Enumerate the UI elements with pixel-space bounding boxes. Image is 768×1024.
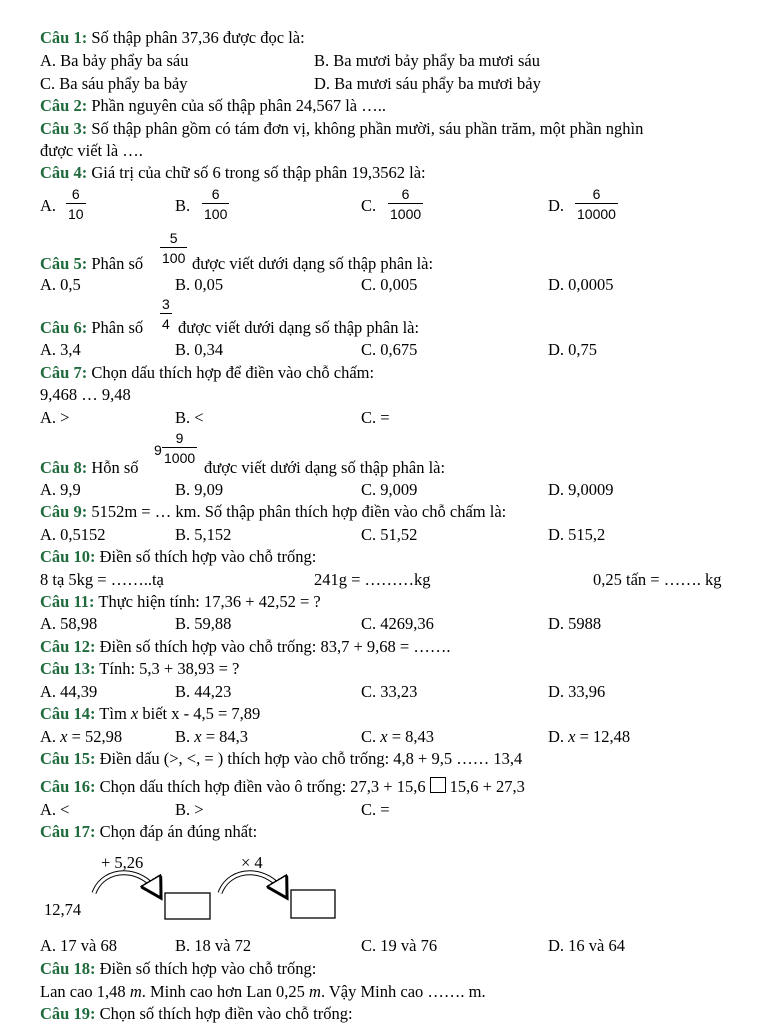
question-text: Số thập phân 37,36 được đọc là: — [87, 28, 305, 47]
option-d: D. 9,0009 — [548, 480, 614, 499]
option-c: C. 9,009 — [361, 480, 418, 499]
option-d: D. Ba mươi sáu phẩy ba mươi bảy — [314, 74, 541, 93]
question-text: Chọn đáp án đúng nhất: — [95, 822, 258, 841]
fraction-bar — [160, 247, 187, 248]
question-text: Số thập phân gồm có tám đơn vị, không phần mười, sáu phần trăm, một phần nghìn — [87, 119, 644, 138]
fill-item-1: 8 tạ 5kg = ……..tạ — [40, 570, 164, 589]
option-b: B. 44,23 — [175, 682, 232, 701]
operation-2-label: × 4 — [241, 853, 263, 872]
option-value: = 8,43 — [387, 727, 435, 746]
answer-box — [165, 893, 210, 919]
question-label: Câu 5: — [40, 254, 88, 273]
arrow-icon — [220, 873, 284, 893]
option-a: A. 44,39 — [40, 682, 98, 701]
fraction-bar — [575, 203, 618, 204]
question-text: Chọn dấu thích hợp để điền vào chỗ chấm: — [87, 363, 375, 382]
option-a: A. 58,98 — [40, 614, 98, 633]
option-a: A. 9,9 — [40, 480, 81, 499]
option-b — [175, 727, 248, 747]
fraction-bar — [388, 203, 423, 204]
question-label: Câu 15: — [40, 749, 96, 768]
option-d: D. 5988 — [548, 614, 602, 633]
question-text-pre: Tìm — [95, 704, 131, 723]
question-text: biết x - 4,5 = 7,89 — [138, 704, 261, 723]
question-text: Giá trị của chữ số 6 trong số thập phân 19,3562 là: — [87, 163, 426, 182]
arrow-icon-inner — [94, 873, 158, 893]
question-label: Câu 16: — [40, 777, 96, 796]
fraction-bar — [66, 203, 86, 204]
variable: x — [194, 727, 202, 746]
question-12 — [40, 637, 450, 657]
fraction-bar — [160, 313, 172, 314]
numerator: 5 — [169, 230, 178, 246]
question-text: Thực hiện tính: 17,36 + 42,52 = ? — [94, 592, 321, 611]
question-6-fraction — [160, 296, 172, 332]
question-label: Câu 19: — [40, 1004, 96, 1023]
fraction-bar — [162, 447, 197, 448]
question-text-after: 15,6 + 27,3 — [449, 777, 525, 796]
question-label: Câu 14: — [40, 704, 96, 723]
question-9 — [40, 502, 506, 522]
question-5-fraction — [160, 230, 187, 266]
start-value: 12,74 — [44, 900, 82, 919]
question-text: được viết dưới dạng số thập phân là: — [204, 458, 446, 477]
denominator: 100 — [204, 206, 228, 222]
question-8-fraction — [162, 430, 197, 466]
option-b: B. 9,09 — [175, 480, 224, 499]
option-letter: C. — [361, 727, 381, 746]
statement-part: . Minh cao hơn Lan 0,25 — [141, 982, 310, 1001]
option-a: A. < — [40, 800, 70, 819]
question-label: Câu 13: — [40, 659, 96, 678]
question-label: Câu 1: — [40, 28, 88, 47]
option-b: B. 0,34 — [175, 340, 224, 359]
question-16 — [40, 777, 525, 797]
option-c: C. = — [361, 800, 390, 819]
option-letter: B. — [175, 727, 195, 746]
question-label: Câu 17: — [40, 822, 96, 841]
question-15 — [40, 749, 522, 769]
denominator: 1000 — [164, 450, 196, 466]
statement-part: Lan cao 1,48 — [40, 982, 130, 1001]
option-a: A. 0,5 — [40, 275, 81, 294]
operation-1-label: + 5,26 — [101, 853, 144, 872]
question-text: Chọn dấu thích hợp điền vào ô trống: 27,3 + 15,6 — [95, 777, 426, 796]
option-a — [40, 727, 122, 747]
question-label: Câu 10: — [40, 547, 96, 566]
question-8 — [40, 458, 139, 478]
question-text: Chọn số thích hợp điền vào chỗ trống: — [95, 1004, 353, 1023]
option-b-fraction — [202, 186, 229, 222]
question-text-pre: Phân số — [87, 318, 144, 337]
question-label: Câu 12: — [40, 637, 96, 656]
arrow-icon-inner — [220, 873, 284, 893]
question-text: Điền số thích hợp vào chỗ trống: — [95, 959, 317, 978]
question-13 — [40, 659, 239, 679]
option-a-letter: A. — [40, 196, 57, 215]
option-value: = 12,48 — [575, 727, 631, 746]
question-label: Câu 8: — [40, 458, 88, 477]
statement-part: . Vậy Minh cao ……. m. — [320, 982, 486, 1001]
option-a: A. > — [40, 408, 70, 427]
denominator: 10 — [68, 206, 84, 222]
option-b: B. 0,05 — [175, 275, 224, 294]
denominator: 10000 — [577, 206, 616, 222]
option-value: = 84,3 — [201, 727, 249, 746]
question-text-pre: Hỗn số — [87, 458, 139, 477]
question-3 — [40, 119, 643, 139]
option-b: B. 18 và 72 — [175, 936, 252, 955]
unit: m — [309, 982, 321, 1001]
variable: x — [130, 704, 139, 723]
question-label: Câu 9: — [40, 502, 88, 521]
arrow-icon — [94, 873, 158, 893]
question-11 — [40, 592, 321, 612]
option-a-fraction — [66, 186, 86, 222]
answer-box — [430, 777, 446, 793]
option-c: C. = — [361, 408, 390, 427]
option-a: A. Ba bảy phẩy ba sáu — [40, 51, 189, 70]
question-label: Câu 6: — [40, 318, 88, 337]
question-17 — [40, 822, 257, 842]
option-letter: A. — [40, 727, 61, 746]
question-19 — [40, 1004, 353, 1024]
question-18-statement — [40, 982, 486, 1002]
option-c-fraction — [388, 186, 423, 222]
question-7 — [40, 363, 374, 383]
question-1 — [40, 28, 305, 48]
option-d — [548, 727, 630, 747]
question-6 — [40, 318, 143, 338]
numerator: 6 — [71, 186, 80, 202]
option-a: A. 0,5152 — [40, 525, 106, 544]
question-label: Câu 11: — [40, 592, 95, 611]
question-label: Câu 3: — [40, 119, 88, 138]
option-c: C. 0,005 — [361, 275, 418, 294]
option-c-letter: C. — [361, 196, 377, 215]
option-b: B. 5,152 — [175, 525, 232, 544]
option-c: C. 51,52 — [361, 525, 418, 544]
option-b: B. 59,88 — [175, 614, 232, 633]
question-14 — [40, 704, 260, 724]
option-c: C. 19 và 76 — [361, 936, 438, 955]
denominator: 4 — [162, 316, 170, 332]
fill-item-3: 0,25 tấn = ……. kg — [593, 570, 722, 589]
variable: x — [380, 727, 388, 746]
option-b: B. Ba mươi bảy phẩy ba mươi sáu — [314, 51, 540, 70]
option-value: = 52,98 — [67, 727, 123, 746]
variable: x — [568, 727, 576, 746]
question-10 — [40, 547, 316, 567]
question-text-pre: Phân số — [87, 254, 144, 273]
unit: m — [129, 982, 142, 1001]
option-d: D. 515,2 — [548, 525, 606, 544]
question-label: Câu 2: — [40, 96, 88, 115]
mixed-number-whole: 9 — [154, 442, 162, 458]
question-18 — [40, 959, 316, 979]
option-d-fraction — [575, 186, 618, 222]
question-2 — [40, 96, 386, 116]
numerator: 6 — [211, 186, 220, 202]
option-d-letter: D. — [548, 196, 565, 215]
question-3-continued: được viết là …. — [40, 141, 143, 160]
question-text: được viết dưới dạng số thập phân là: — [178, 318, 420, 337]
variable: x — [60, 727, 68, 746]
question-label: Câu 4: — [40, 163, 88, 182]
option-b: B. > — [175, 800, 204, 819]
numerator: 6 — [401, 186, 410, 202]
fraction-bar — [202, 203, 229, 204]
question-text: Điền dấu (>, <, = ) thích hợp vào chỗ trống: 4,8 + 9,5 …… 13,4 — [95, 749, 523, 768]
question-label: Câu 7: — [40, 363, 88, 382]
question-text: Tính: 5,3 + 38,93 = ? — [95, 659, 240, 678]
question-4 — [40, 163, 426, 183]
question-5 — [40, 254, 143, 274]
question-text: được viết dưới dạng số thập phân là: — [192, 254, 434, 273]
denominator: 1000 — [390, 206, 422, 222]
option-c — [361, 727, 434, 747]
option-a: A. 3,4 — [40, 340, 81, 359]
option-letter: D. — [548, 727, 569, 746]
option-d: D. 0,0005 — [548, 275, 614, 294]
answer-box — [291, 890, 335, 918]
option-c: C. 33,23 — [361, 682, 418, 701]
option-d: D. 16 và 64 — [548, 936, 625, 955]
numerator: 9 — [175, 430, 184, 446]
question-text: Điền số thích hợp vào chỗ trống: — [95, 547, 317, 566]
question-text: Phần nguyên của số thập phân 24,567 là ….. — [87, 96, 386, 115]
question-text: Điền số thích hợp vào chỗ trống: 83,7 + 9,68 = ……. — [95, 637, 451, 656]
option-c: C. 0,675 — [361, 340, 418, 359]
option-d: D. 33,96 — [548, 682, 606, 701]
option-c: C. 4269,36 — [361, 614, 434, 633]
question-7-expression: 9,468 … 9,48 — [40, 385, 131, 404]
option-d: D. 0,75 — [548, 340, 598, 359]
question-text: 5152m = … km. Số thập phân thích hợp điền vào chỗ chấm là: — [87, 502, 507, 521]
option-b: B. < — [175, 408, 204, 427]
question-label: Câu 18: — [40, 959, 96, 978]
option-c: C. Ba sáu phẩy ba bảy — [40, 74, 188, 93]
option-a: A. 17 và 68 — [40, 936, 117, 955]
fill-item-2: 241g = ………kg — [314, 570, 431, 589]
numerator: 6 — [592, 186, 601, 202]
option-b-letter: B. — [175, 196, 191, 215]
numerator: 3 — [162, 296, 170, 312]
denominator: 100 — [162, 250, 186, 266]
